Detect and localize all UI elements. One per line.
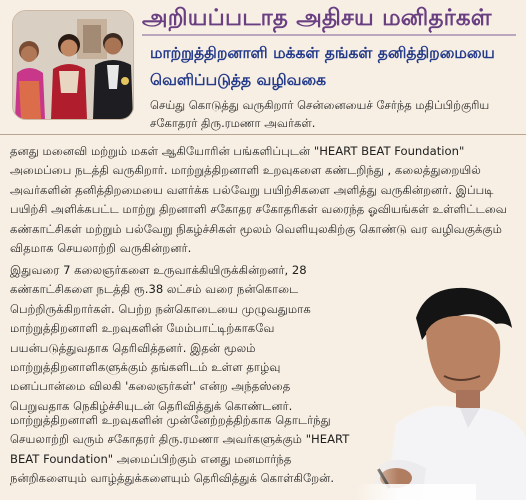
family-photo	[12, 10, 134, 120]
intro-line-2: சகோதரர் திரு.ரமணா அவர்கள்.	[150, 116, 316, 130]
paragraph-3: மாற்றுத்திறனாளி உறவுகளின் முன்னேற்றத்திற்காக தொடர்ந்து செயலாற்றி வரும் சகோதரர் திரு.ரமணா அவர்களுக்கும் "HEART BEAT Foundation" அமைப்பிற்கும் எனது மனமார்ந்த நன்றிகளையும் வாழ்த்துக்களையும் தெரிவித்துக் கொள்கிறேன்.	[10, 413, 350, 486]
intro-line-1: செய்து கொடுத்து வருகிறார் சென்னையைச் சேர்ந்த மதிப்பிற்குரிய	[150, 98, 490, 112]
man-signing-photo	[356, 278, 526, 500]
subtitle-line-2: வெளிப்படுத்த வழிவகை	[150, 71, 327, 89]
paragraph-2: இதுவரை 7 கலைஞர்களை உருவாக்கியிருக்கின்றனர், 28 கண்காட்சிகளை நடத்தி ரூ.38 லட்சம் வரை நன்கொடை பெற்றிருக்கிறார்கள். பெற்ற நன்கொடையை முழுவதுமாக மாற்றுத்திறனாளி உறவுகளின் மேம்பாட்டிற்காகவே பயன்படுத்துவதாக தெரிவித்தனர். இதன் மூலம் மாற்றுத்திறனாளிகளுக்கும் தங்களிடம் உள்ள தாழ்வு மனப்பான்மை விலகி 'கலைஞர்கள்' என்ற அந்தஸ்தை பெறுவதாக நெகிழ்ச்சியுடன் தெரிவித்துக் கொண்டனர்.	[10, 263, 311, 413]
subtitle	[150, 40, 520, 94]
section-divider	[0, 134, 526, 135]
paragraph-1: தனது மனைவி மற்றும் மகள் ஆகியோரின் பங்களிப்புடன் "HEART BEAT Foundation" அமைப்பை நடத்தி வருகிறார். மாற்றுத்திறனாளி உறவுகளை கண்டறிந்து , கலைத்துறையில் அவர்களின் தனித்திறமையை வளர்க்க பல்வேறு பயிற்சிகளை அளித்து வருகின்றனர். இப்படி பயிற்சி அளிக்கபட்ட மாற்று திறனாளி சகோதர சகோதரிகள் வரைந்த ஓவியங்கள் உள்ளிட்டவை கண்காட்சிகள் மற்றும் பல்வேறு நிகழ்ச்சிகள் மூலம் வெளியுலகிற்கு கொண்டு வர வழிவகுக்கும் விதமாக செயலாற்றி வருகின்றனர்.	[10, 144, 507, 256]
subtitle-line-1: மாற்றுத்திறனாளி மக்கள் தங்கள் தனித்திறமையை	[150, 44, 495, 62]
intro-text	[150, 96, 520, 132]
title-underline	[142, 34, 516, 36]
page-title: அறியப்படாத அதிசய மனிதர்கள்	[142, 4, 492, 31]
